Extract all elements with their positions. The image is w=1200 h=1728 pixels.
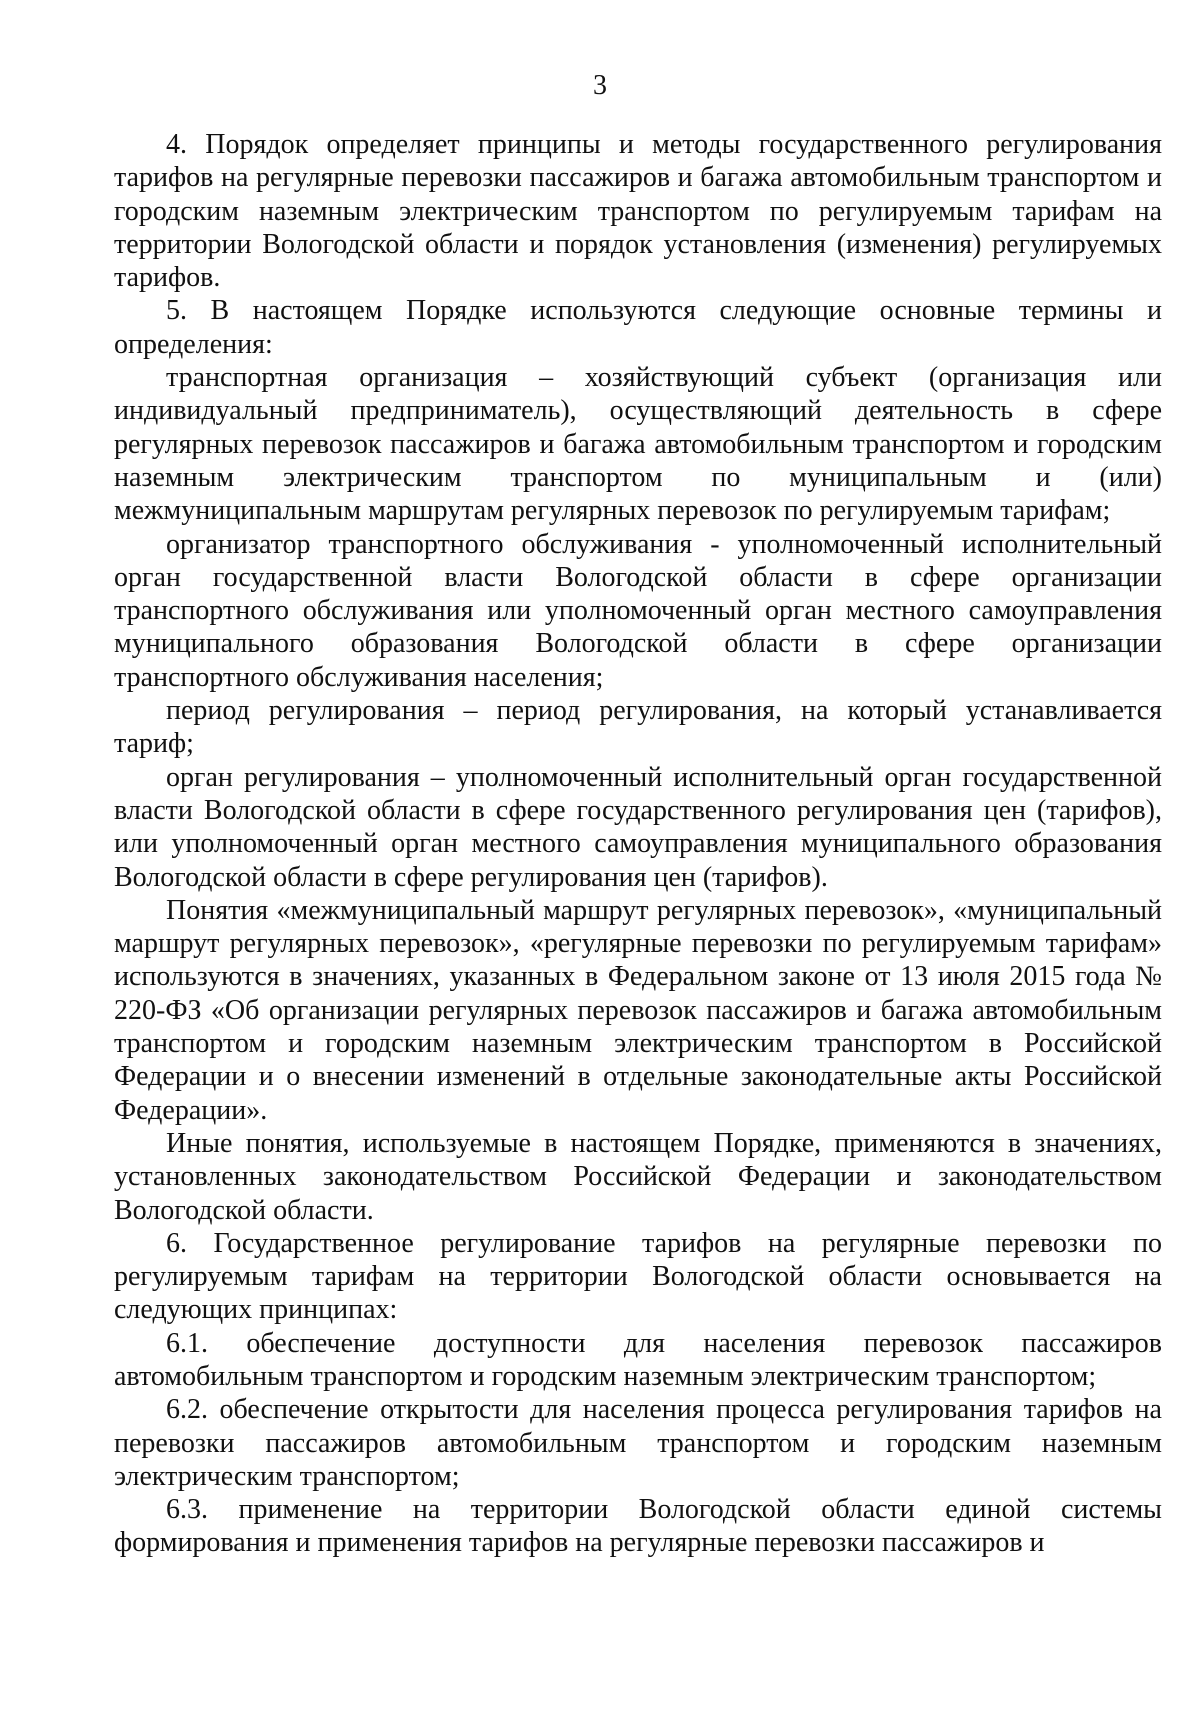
paragraph-5-terms-intro: 5. В настоящем Порядке используются следующие основные термины и определения: — [114, 295, 1162, 360]
principle-6-3: 6.3. применение на территории Вологодской области единой системы формирования и применения тарифов на регулярные перевозки пассажиров и — [114, 1494, 1162, 1559]
paragraph-other-terms: Иные понятия, используемые в настоящем Порядке, применяются в значениях, установленных законодательством Российской Федерации и законодательством Вологодской области. — [114, 1127, 1162, 1226]
paragraph-6-principles: 6. Государственное регулирование тарифов на регулярные перевозки по регулируемым тарифам на территории Вологодской области основывается на следующих принципах: — [114, 1227, 1162, 1326]
definition-transport-organizer: организатор транспортного обслуживания - уполномоченный исполнительный орган государственной власти Вологодской области в сфере организации транспортного обслуживания или уполномоченный орган местного самоуправления муниципального образования Вологодской области в сфере организации транспортного обслуживания населения; — [114, 528, 1162, 693]
principle-6-2: 6.2. обеспечение открытости для населения процесса регулирования тарифов на перевозки пассажиров автомобильным транспортом и городским наземным электрическим транспортом; — [114, 1394, 1162, 1492]
definition-regulation-period: период регулирования – период регулирования, на который устанавливается тариф; — [114, 695, 1162, 760]
paragraph-federal-law-terms: Понятия «межмуниципальный маршрут регулярных перевозок», «муниципальный маршрут регулярных перевозок», «регулярные перевозки по регулируемым тарифам» используются в значениях, указанных в Федеральном законе от 13 июля 2015 года № 220-ФЗ «Об организации регулярных перевозок пассажиров и багажа автомобильным транспортом и городским наземным электрическим транспортом в Российской Федерации и о внесении изменений в отдельные законодательные акты Российской Федерации». — [114, 894, 1162, 1126]
document-body — [114, 128, 1162, 1560]
definition-regulatory-body: орган регулирования – уполномоченный исполнительный орган государственной власти Вологодской области в сфере государственного регулирования цен (тарифов), или уполномоченный орган местного самоуправления муниципального образования Вологодской области в сфере регулирования цен (тарифов). — [114, 761, 1162, 893]
page-number: 3 — [593, 70, 607, 101]
paragraph-4-scope: 4. Порядок определяет принципы и методы государственного регулирования тарифов на регулярные перевозки пассажиров и багажа автомобильным транспортом и городским наземным электрическим транспортом по регулируемым тарифам на территории Вологодской области и порядок установления (изменения) регулируемых тарифов. — [114, 129, 1162, 294]
principle-6-1: 6.1. обеспечение доступности для населения перевозок пассажиров автомобильным транспортом и городским наземным электрическим транспортом; — [114, 1327, 1162, 1392]
definition-transport-organization: транспортная организация – хозяйствующий субъект (организация или индивидуальный предприниматель), осуществляющий деятельность в сфере регулярных перевозок пассажиров и багажа автомобильным транспортом и городским наземным электрическим транспортом по муниципальным и (или) межмуниципальным маршрутам регулярных перевозок по регулируемым тарифам; — [114, 362, 1162, 527]
